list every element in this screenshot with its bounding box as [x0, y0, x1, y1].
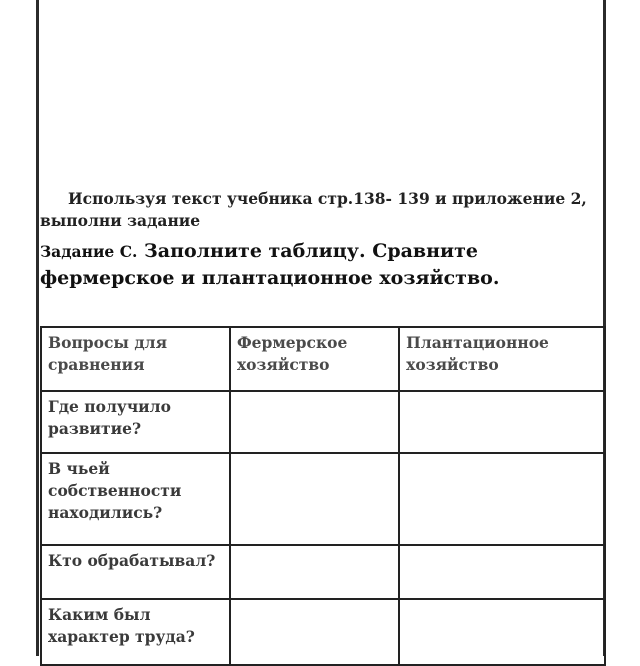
column-header-plantation: Плантационное хозяйство: [399, 327, 605, 391]
farm-answer-cell[interactable]: [230, 545, 399, 599]
task-heading: [40, 238, 605, 291]
farm-answer-cell[interactable]: [230, 599, 399, 665]
instruction-text: Используя текст учебника стр.138- 139 и приложение 2, выполни задание: [40, 189, 587, 230]
column-header-farm: Фермерское хозяйство: [230, 327, 399, 391]
question-cell: Каким был характер труда?: [41, 599, 230, 665]
comparison-table: [40, 326, 606, 666]
plantation-answer-cell[interactable]: [399, 453, 605, 545]
farm-answer-cell[interactable]: [230, 453, 399, 545]
question-cell: В чьей собственности находились?: [41, 453, 230, 545]
plantation-answer-cell[interactable]: [399, 599, 605, 665]
table-row: [41, 599, 605, 665]
task-text: Заполните таблицу. Сравните фермерское и плантационное хозяйство.: [40, 240, 500, 289]
table-row: [41, 453, 605, 545]
table-row: [41, 391, 605, 453]
column-header-questions: Вопросы для сравнения: [41, 327, 230, 391]
plantation-answer-cell[interactable]: [399, 391, 605, 453]
question-cell: Кто обрабатывал?: [41, 545, 230, 599]
task-label: Задание С.: [40, 242, 138, 261]
question-cell: Где получило развитие?: [41, 391, 230, 453]
table-row: [41, 545, 605, 599]
table-header-row: [41, 327, 605, 391]
plantation-answer-cell[interactable]: [399, 545, 605, 599]
farm-answer-cell[interactable]: [230, 391, 399, 453]
